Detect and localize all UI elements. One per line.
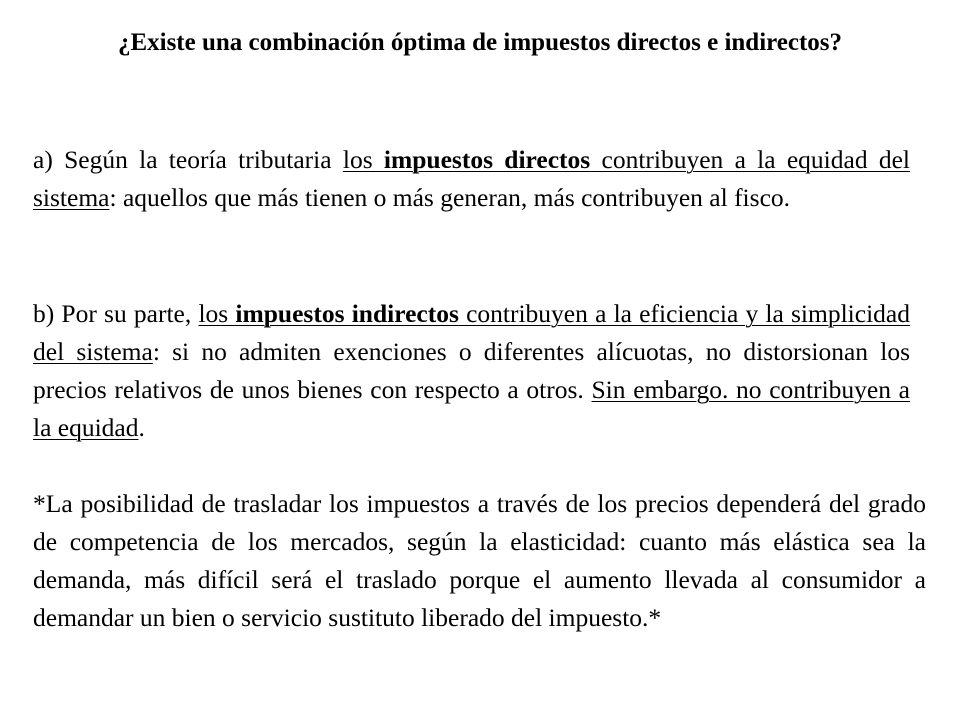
paragraph-b-underlined-conclusion: Sin embargo. no contribuyen a la equidad xyxy=(33,375,910,442)
paragraph-b-bold-term: impuestos indirectos xyxy=(235,299,459,328)
paragraph-b-middle: : si no admiten exenciones o diferentes alícuotas, no distorsionan los precios relativos de unos bienes con respecto a otros. xyxy=(33,337,910,404)
paragraph-b-underlined-end: contribuyen a la eficiencia y la simplicidad del sistema xyxy=(33,299,910,366)
paragraph-b-end: . xyxy=(138,413,145,442)
paragraph-a xyxy=(33,141,910,217)
slide-title: ¿Existe una combinación óptima de impuestos directos e indirectos? xyxy=(117,29,843,56)
paragraph-a-prefix: a) Según la teoría tributaria xyxy=(33,145,343,174)
paragraph-a-rest: : aquellos que más tienen o más generan, más contribuyen al fisco. xyxy=(109,183,791,212)
paragraph-a-bold-term: impuestos directos xyxy=(383,145,591,174)
paragraph-c: *La posibilidad de trasladar los impuestos a través de los precios dependerá del grado de competencia de los mercados, según la elasticidad: cuanto más elástica sea la demanda, más difícil será el traslado porque el aumento llevada al consumidor a demandar un bien o servicio sustituto liberado del impuesto.* xyxy=(33,489,926,632)
paragraph-b xyxy=(33,295,910,447)
paragraph-a-underlined-end: contribuyen a la equidad del sistema xyxy=(33,145,910,212)
paragraph-b-underlined-start: los xyxy=(198,299,236,328)
paragraph-b-prefix: b) Por su parte, xyxy=(33,299,199,328)
paragraph-a-underlined-start: los xyxy=(342,145,384,174)
